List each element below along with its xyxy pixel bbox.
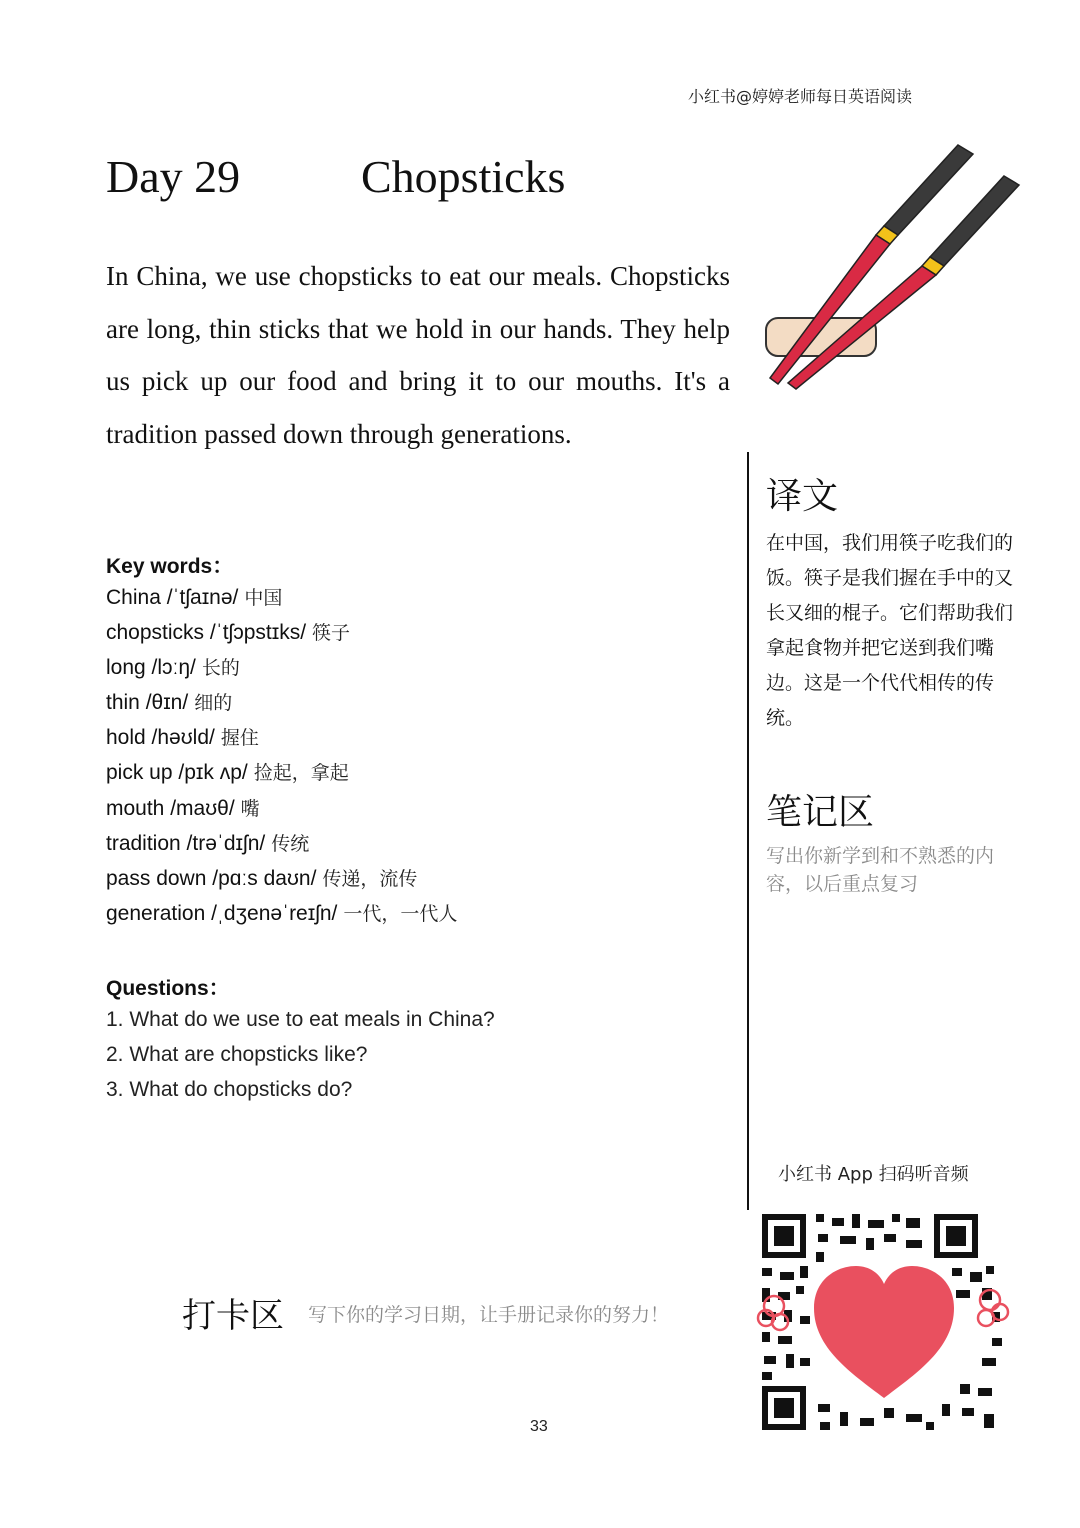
- day-title: Day 29: [106, 151, 241, 202]
- list-item: [106, 722, 457, 757]
- key-word: tradition /trəˈdɪʃn/: [106, 831, 266, 855]
- list-item: [106, 898, 457, 933]
- key-word-meaning: 细的: [194, 692, 233, 715]
- question-item: 2. What are chopsticks like?: [106, 1043, 368, 1066]
- page-number: 33: [530, 1418, 548, 1435]
- notes-hint: 写出你新学到和不熟悉的内容，以后重点复习: [766, 845, 995, 895]
- key-word: chopsticks /ˈtʃɔpstɪks/: [106, 621, 307, 645]
- key-word-meaning: 捡起，拿起: [253, 762, 349, 785]
- key-word: mouth /maʊθ/: [106, 796, 235, 820]
- translation-text: 在中国，我们用筷子吃我们的饭。筷子是我们握在手中的又长又细的棍子。它们帮助我们拿起食物并把它送到我们嘴边。这是一个代代相传的传统。: [766, 532, 1014, 729]
- list-item: [106, 793, 457, 828]
- qr-code[interactable]: [756, 1208, 1012, 1436]
- list-item: [106, 617, 457, 652]
- key-word-meaning: 一代，一代人: [343, 902, 458, 925]
- question-item: 3. What do chopsticks do?: [106, 1078, 353, 1101]
- key-word: long /lɔːŋ/: [106, 656, 196, 680]
- list-item: [106, 828, 457, 863]
- key-word-meaning: 握住: [220, 727, 259, 750]
- chopsticks-illustration: [758, 140, 1028, 395]
- list-item: [106, 757, 457, 792]
- column-divider: [747, 452, 749, 1210]
- key-word: hold /həʊld/: [106, 726, 215, 750]
- key-word-meaning: 筷子: [312, 622, 351, 645]
- list-item: [106, 863, 457, 898]
- question-item: 1. What do we use to eat meals in China?: [106, 1008, 495, 1031]
- key-word: generation /ˌdʒenəˈreɪʃn/: [106, 901, 338, 925]
- list-item: [106, 652, 457, 687]
- list-item: [106, 687, 457, 722]
- header-tag: 小红书@婷婷老师每日英语阅读: [688, 87, 913, 106]
- reading-passage: In China, we use chopsticks to eat our meals. Chopsticks are long, thin sticks that we hold in our hands. They help us pick up our food and bring it to our mouths. It's a tradition passed down through generations.: [106, 261, 730, 449]
- page-title: Chopsticks: [361, 151, 566, 202]
- key-word-meaning: 中国: [244, 587, 283, 609]
- key-word: pass down /pɑːs daʊn/: [106, 866, 317, 890]
- key-word-meaning: 长的: [201, 657, 240, 680]
- checkin-heading: 打卡区: [182, 1296, 284, 1336]
- key-word-meaning: 传递，流传: [322, 867, 418, 890]
- qr-caption: 小红书 App 扫码听音频: [778, 1164, 969, 1185]
- key-word-meaning: 嘴: [240, 797, 260, 820]
- key-word: China /ˈtʃaɪnə/: [106, 586, 239, 609]
- list-item: [106, 582, 457, 617]
- checkin-hint: 写下你的学习日期，让手册记录你的努力！: [308, 1304, 670, 1326]
- notes-heading: 笔记区: [766, 792, 875, 833]
- key-words-list: [106, 582, 457, 933]
- key-word: pick up /pɪk ʌp/: [106, 761, 248, 785]
- translation-heading: 译文: [766, 476, 839, 517]
- questions-heading: Questions：: [106, 977, 230, 1000]
- key-word-meaning: 传统: [271, 832, 310, 855]
- questions-list: [106, 1004, 495, 1109]
- key-word: thin /θɪn/: [106, 691, 189, 715]
- key-words-heading: Key words：: [106, 555, 234, 578]
